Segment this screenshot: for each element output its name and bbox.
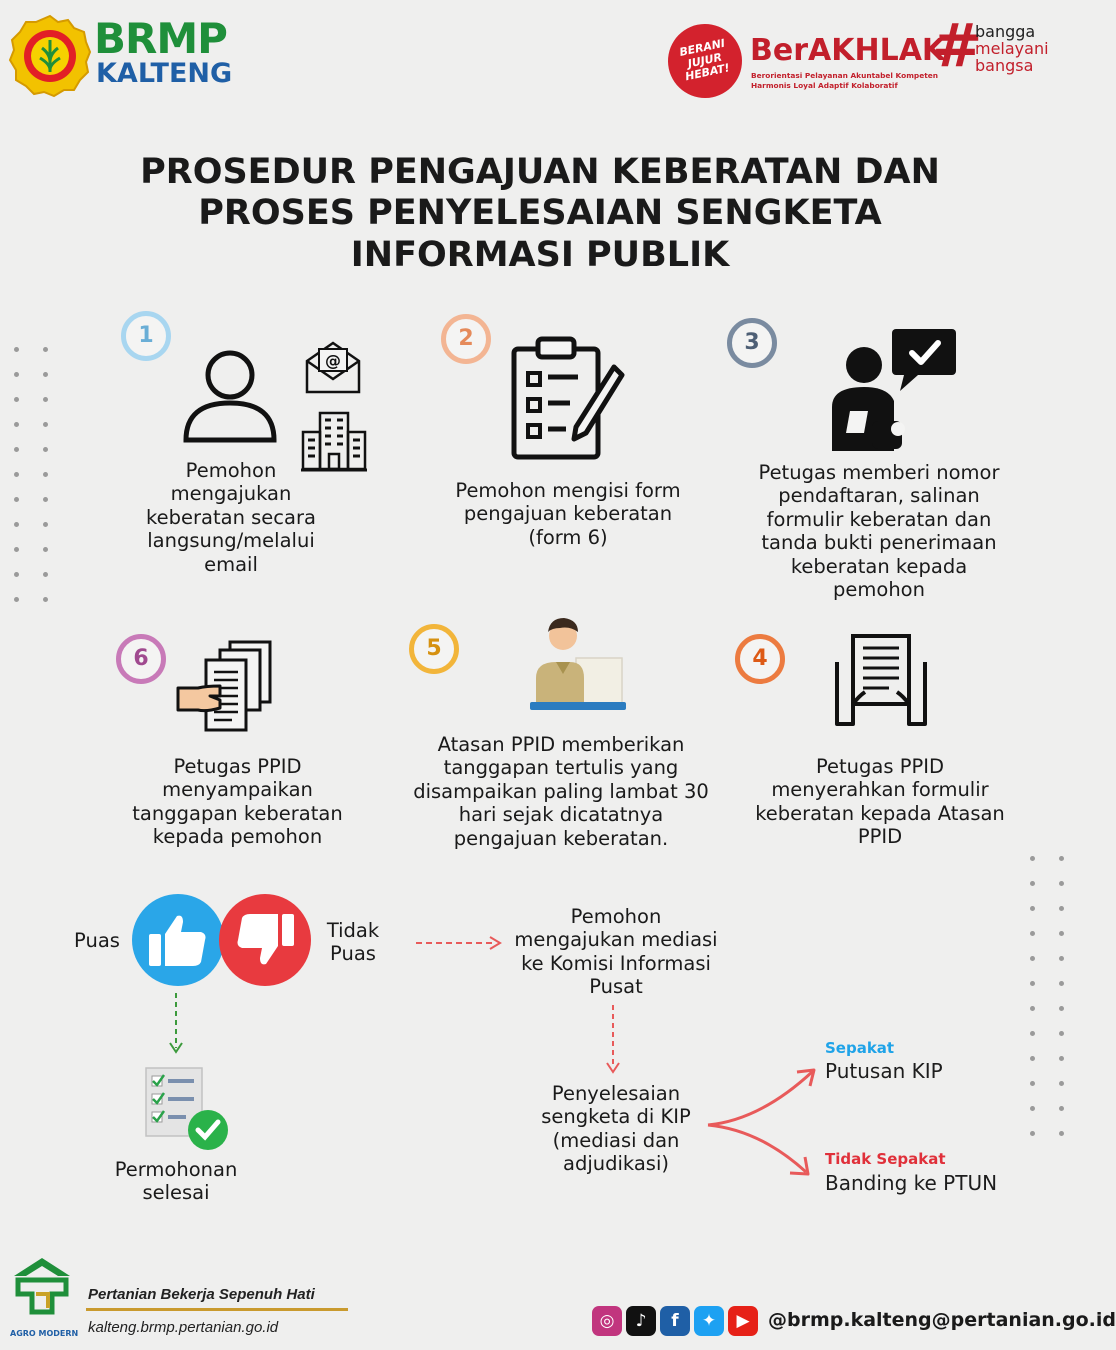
facebook-icon[interactable]: f — [660, 1306, 690, 1336]
step-3-text: Petugas memberi nomor pendaftaran, salinan formulir keberatan dan tanda bukti penerimaan keberatan kepada pemohon — [758, 461, 1000, 601]
putusan-kip-text: Putusan KIP — [825, 1059, 943, 1083]
supervisor-desk-icon — [530, 612, 626, 712]
thumbs-down-icon — [219, 894, 311, 986]
twitter-icon[interactable]: ✦ — [694, 1306, 724, 1336]
sepakat-label: Sepakat — [825, 1039, 895, 1057]
hand-documents-icon — [176, 640, 276, 734]
penyelesaian-text: Penyelesaian sengketa di KIP (mediasi dan adjudikasi) — [541, 1082, 691, 1176]
officer-chat-icon — [828, 325, 958, 453]
checklist-complete-icon — [142, 1064, 232, 1154]
clipboard-form-icon — [510, 335, 626, 461]
social-icons — [592, 1306, 758, 1336]
youtube-icon[interactable]: ▶ — [728, 1306, 758, 1336]
footer-divider — [86, 1308, 348, 1311]
step-2-text: Pemohon mengisi form pengajuan keberatan (form 6) — [455, 479, 681, 549]
email-icon — [304, 339, 362, 395]
user-icon — [180, 345, 280, 445]
step-2-number: 2 — [441, 314, 491, 364]
akhlak-subtitle: Berorientasi Pelayanan Akuntabel Kompeten Harmonis Loyal Adaptif Kolaboratif — [751, 71, 939, 90]
tidak-sepakat-label: Tidak Sepakat — [825, 1150, 946, 1168]
step-6-number: 6 — [116, 634, 166, 684]
tidak-puas-label: Tidak Puas — [326, 919, 380, 966]
step-4-number: 4 — [735, 634, 785, 684]
decorative-dots-right — [1018, 846, 1076, 1146]
puas-label: Puas — [74, 929, 120, 952]
agro-modern-logo-icon — [8, 1254, 76, 1324]
instagram-icon[interactable]: ◎ — [592, 1306, 622, 1336]
step-5-text: Atasan PPID memberikan tanggapan tertulis yang disampaikan paling lambat 30 hari sejak dicatatnya pengajuan keberatan. — [413, 733, 709, 850]
decorative-dots-left — [2, 337, 60, 612]
agro-modern-caption: AGRO MODERN — [10, 1329, 79, 1338]
selesai-text: Permohonan selesai — [114, 1158, 238, 1205]
step-1-text: Pemohon mengajukan keberatan secara langsung/melalui email — [146, 459, 316, 576]
hashtag-icon: # — [932, 11, 983, 81]
social-handle[interactable]: @brmp.kalteng@pertanian.go.id — [768, 1309, 1116, 1331]
akhlak-badge: BERANI JUJUR HEBAT! — [661, 17, 749, 105]
thumbs-up-icon — [132, 894, 224, 986]
footer-slogan: Pertanian Bekerja Sepenuh Hati — [88, 1286, 315, 1303]
page-title: PROSEDUR PENGAJUAN KEBERATAN DAN PROSES PENYELESAIAN SENGKETA INFORMASI PUBLIK — [140, 152, 940, 275]
banding-ptun-text: Banding ke PTUN — [825, 1171, 998, 1195]
step-5-number: 5 — [409, 624, 459, 674]
step-6-text: Petugas PPID menyampaikan tanggapan keberatan kepada pemohon — [132, 755, 343, 849]
brand-region: KALTENG — [96, 58, 233, 89]
mediasi-text: Pemohon mengajukan mediasi ke Komisi Informasi Pusat — [514, 905, 718, 999]
tagline: bangga melayani bangsa — [975, 22, 1049, 75]
step-1-number: 1 — [121, 311, 171, 361]
brand-name: BRMP — [94, 14, 227, 63]
akhlak-title: BerAKHLAK — [750, 33, 946, 68]
hand-over-document-icon — [833, 632, 929, 728]
ministry-emblem-icon — [8, 14, 92, 98]
step-3-number: 3 — [727, 318, 777, 368]
footer-website-link[interactable]: kalteng.brmp.pertanian.go.id — [88, 1319, 279, 1336]
step-4-text: Petugas PPID menyerahkan formulir keberatan kepada Atasan PPID — [755, 755, 1005, 849]
tiktok-icon[interactable]: ♪ — [626, 1306, 656, 1336]
svg-text:@: @ — [325, 351, 341, 370]
